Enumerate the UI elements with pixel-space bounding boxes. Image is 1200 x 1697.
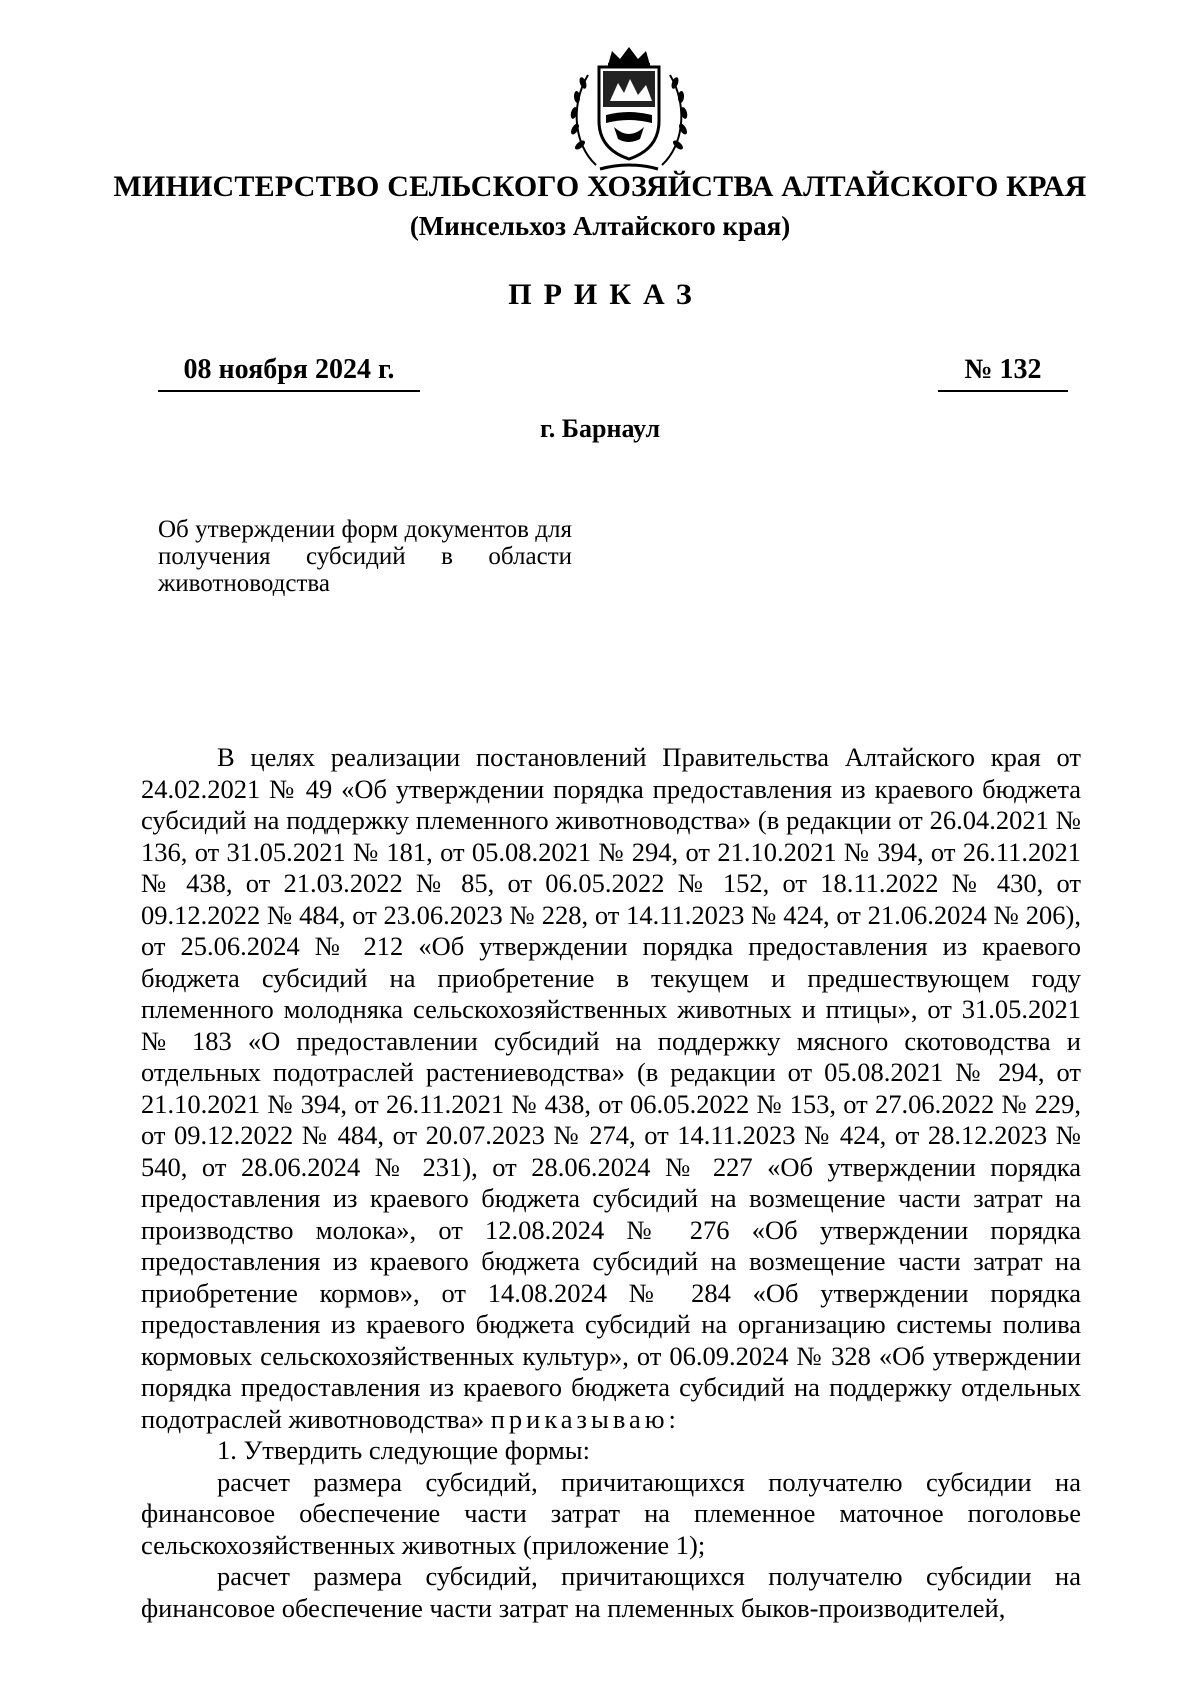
order-word: приказываю:: [490, 1403, 680, 1434]
subject-text-last: животноводства: [158, 570, 330, 597]
city-name: г. Барнаул: [539, 414, 661, 443]
ministry-name: МИНИСТЕРСТВО СЕЛЬСКОГО ХОЗЯЙСТВА АЛТАЙСКОГО КРАЯ: [113, 170, 1087, 203]
order-number: № 132: [938, 350, 1068, 392]
order-subject: [158, 516, 572, 597]
order-body: [141, 742, 1081, 1624]
preamble-paragraph: [141, 742, 1081, 1435]
order-date: 08 ноября 2024 г.: [158, 350, 420, 392]
ministry-short-name: (Минсельхоз Алтайского края): [409, 211, 791, 241]
item-1-paragraph: 1. Утвердить следующие формы:: [217, 1435, 590, 1465]
form-2-paragraph: расчет размера субсидий, причитающихся получателю субсидии на финансовое обеспечение части затрат на племенных быков-производителей,: [141, 1561, 1081, 1623]
preamble-text: В целях реализации постановлений Правительства Алтайского края от 24.02.2021 № 49 «Об утверждении порядка предоставления из краевого бюджета субсидий на поддержку племенного животноводства» (в редакции от 26.04.2021 № 136, от 31.05.2021 № 181, от 05.08.2021 № 294, от 21.10.2021 № 394, от 26.11.2021 № 438, от 21.03.2022 № 85, от 06.05.2022 № 152, от 18.11.2022 № 430, от 09.12.2022 № 484, от 23.06.2023 № 228, от 14.11.2023 № 424, от 21.06.2024 № 206), от 25.06.2024 № 212 «Об утверждении порядка предоставления из краевого бюджета субсидий на приобретение в текущем и предшествующем году племенного молодняка сельскохозяйственных животных и птицы», от 31.05.2021 № 183 «О предоставлении субсидий на поддержку мясного скотоводства и отдельных подотраслей растениеводства» (в редакции от 05.08.2021 № 294, от 21.10.2021 № 394, от 26.11.2021 № 438, от 06.05.2022 № 153, от 27.06.2022 № 229, от 09.12.2022 № 484, от 20.07.2023 № 274, от 14.11.2023 № 424, от 28.12.2023 № 540, от 28.06.2024 № 231), от 28.06.2024 № 227 «Об утверждении порядка предоставления из краевого бюджета субсидий на возмещение части затрат на производство молока», от 12.08.2024 № 276 «Об утверждении порядка предоставления из краевого бюджета субсидий на возмещение части затрат на приобретение кормов», от 14.08.2024 № 284 «Об утверждении порядка предоставления из краевого бюджета субсидий на организацию системы полива кормовых сельскохозяйственных культур», от 06.09.2024 № 328 «Об утверждении порядка предоставления из краевого бюджета субсидий на поддержку отдельных подотраслей животноводства»: [141, 742, 1081, 1434]
form-1-paragraph: расчет размера субсидий, причитающихся получателю субсидии на финансовое обеспечение части затрат на племенное маточное поголовье сельскохозяйственных животных (приложение 1);: [141, 1466, 1081, 1560]
document-type-title: ПРИКАЗ: [508, 278, 704, 311]
subject-text-main: Об утверждении форм документов для получения субсидий в области: [158, 516, 572, 570]
coat-of-arms-emblem: [566, 45, 692, 175]
